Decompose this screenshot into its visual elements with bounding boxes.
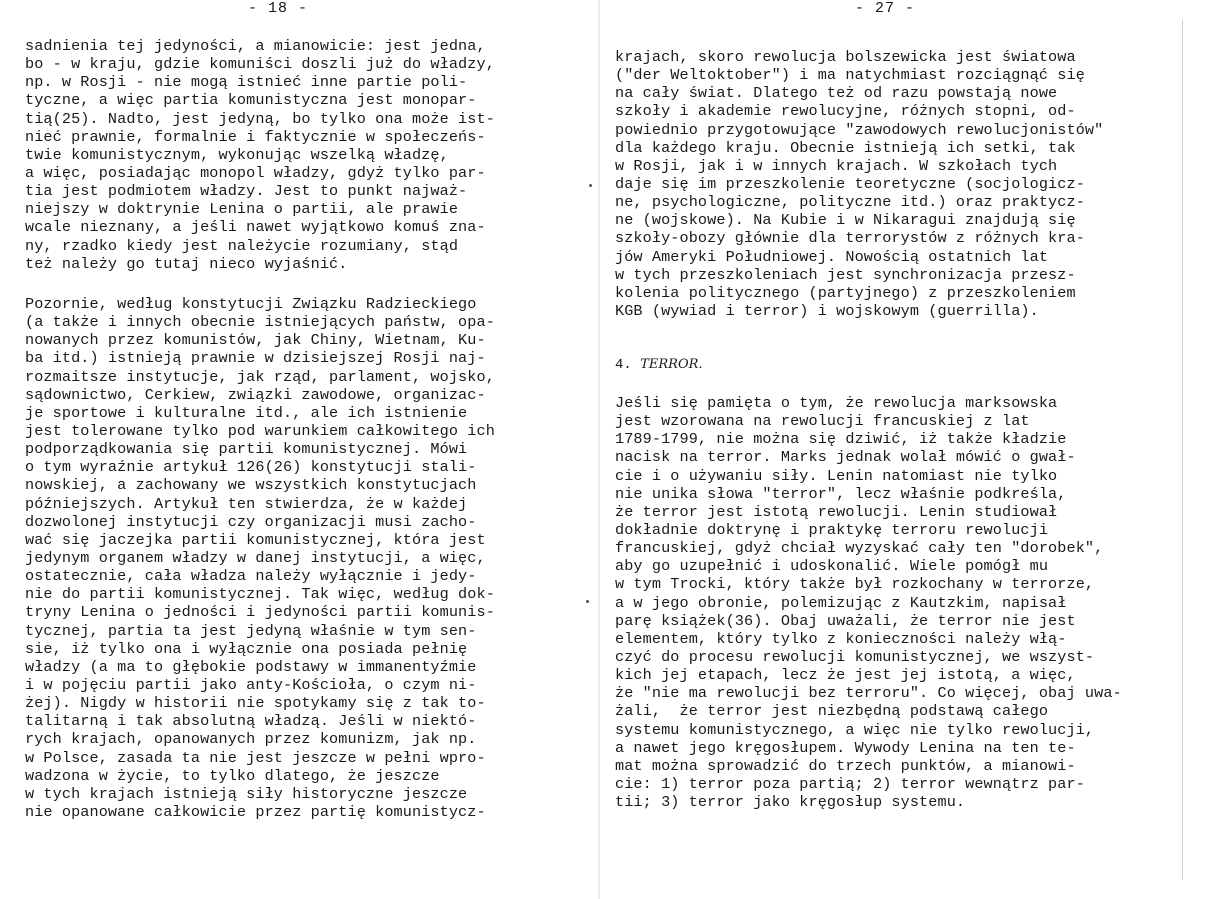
text-line: szkoły i akademie rewolucyjne, różnych stopni, od- bbox=[615, 102, 1076, 121]
text-line: tyczne, a więc partia komunistyczna jest monopar- bbox=[25, 91, 477, 110]
text-line: tią(25). Nadto, jest jedyną, bo tylko ona może ist- bbox=[25, 109, 495, 128]
text-line: jedynym organem władzy w danej instytucji, a więc, bbox=[25, 548, 486, 567]
margin-mark bbox=[589, 184, 592, 187]
text-line: w Polsce, zasada ta nie jest jeszcze w pełni wpro- bbox=[25, 748, 486, 767]
text-line: jest tolerowane tylko pod warunkiem całkowitego ich bbox=[25, 421, 495, 440]
text-line: na cały świat. Dlatego też od razu powstają nowe bbox=[615, 84, 1058, 103]
right-page bbox=[603, 0, 1203, 899]
text-line: KGB (wywiad i terror) i wojskowym (guerrilla). bbox=[615, 301, 1039, 320]
text-line: systemu komunistycznego, a więc nie tylko rewolucji, bbox=[615, 720, 1095, 739]
text-line: w tym Trocki, który także był rozkochany w terrorze, bbox=[615, 575, 1095, 594]
margin-mark bbox=[586, 600, 589, 603]
text-line: twie komunistycznym, wykonując wszelką władzę, bbox=[25, 145, 449, 164]
text-line: talitarną i tak absolutną władzą. Jeśli w niektó- bbox=[25, 712, 477, 731]
text-line: o tym wyraźnie artykuł 126(26) konstytucji stali- bbox=[25, 458, 477, 477]
text-line: francuskiej, gdyż chciał wyzyskać cały ten "dorobek", bbox=[615, 539, 1104, 558]
text-line: jest wzorowana na rewolucji francuskiej z lat bbox=[615, 412, 1030, 431]
text-line: że "nie ma rewolucji bez terroru". Co więcej, obaj uwa- bbox=[615, 684, 1122, 703]
text-line: krajach, skoro rewolucja bolszewicka jest światowa bbox=[615, 48, 1076, 66]
text-line: cie: 1) terror poza partią; 2) terror wewnątrz par- bbox=[615, 774, 1085, 793]
text-line: nacisk na terror. Marks jednak wolał mówić o gwał- bbox=[615, 448, 1076, 467]
section-title: TERROR. bbox=[640, 357, 703, 372]
text-line: podporządkowania się partii komunistycznej. Mówi bbox=[25, 440, 468, 459]
text-line: sie, iż tylko ona i wyłącznie ona posiada pełnię bbox=[25, 639, 468, 658]
text-line: czyć do procesu rewolucji komunistycznej, we wszyst- bbox=[615, 647, 1095, 666]
text-line: w Rosji, jak i w innych krajach. W szkołach tych bbox=[615, 156, 1058, 175]
text-line: wać się jaczejka partii komunistycznej, która jest bbox=[25, 530, 486, 549]
text-line: dozwolonej instytucji czy organizacji musi zacho- bbox=[25, 512, 477, 531]
text-line: rozmaitsze instytucje, jak rząd, parlament, wojsko, bbox=[25, 367, 495, 386]
text-line: że terror jest istotą rewolucji. Lenin studiował bbox=[615, 502, 1058, 521]
text-line: cie i o używaniu siły. Lenin natomiast nie tylko bbox=[615, 466, 1058, 485]
text-line: nie unika słowa "terror", lecz właśnie podkreśla, bbox=[615, 484, 1067, 503]
text-line: niejszy w doktrynie Lenina o partii, ale prawie bbox=[25, 200, 459, 219]
text-line: np. w Rosji - nie mogą istnieć inne partie poli- bbox=[25, 73, 468, 92]
text-line: Jeśli się pamięta o tym, że rewolucja marksowska bbox=[615, 394, 1058, 412]
text-line: ne (wojskowe). Na Kubie i w Nikaragui znajdują się bbox=[615, 211, 1076, 230]
text-line: je sportowe i kulturalne itd., ale ich istnienie bbox=[25, 403, 468, 422]
text-line: ny, rzadko kiedy jest należycie rozumiany, stąd bbox=[25, 236, 459, 255]
text-line: żej). Nigdy w historii nie spotykamy się z tak to- bbox=[25, 694, 486, 713]
text-line: dla każdego kraju. Obecnie istnieją ich setki, tak bbox=[615, 138, 1076, 157]
text-line: tia jest podmiotem władzy. Jest to punkt najważ- bbox=[25, 182, 468, 201]
text-line: a więc, posiadając monopol władzy, gdyż tylko par- bbox=[25, 163, 486, 182]
right-page-number: - 27 - bbox=[855, 0, 916, 17]
text-line: tycznej, partia ta jest jedyną właśnie w tym sen- bbox=[25, 621, 477, 640]
section-number: 4. bbox=[615, 357, 632, 373]
text-line: nie opanowane całkowicie przez partię komunistycz- bbox=[25, 802, 486, 821]
text-line: w tych przeszkoleniach jest synchronizacja przesz- bbox=[615, 265, 1076, 284]
text-line: sądownictwo, Cerkiew, związki zawodowe, organizac- bbox=[25, 385, 486, 404]
text-line: Pozornie, według konstytucji Związku Radzieckiego bbox=[25, 295, 477, 313]
text-line: (a także i innych obecnie istniejących państw, opa- bbox=[25, 313, 495, 332]
left-page bbox=[0, 0, 600, 899]
text-line: aby go uzupełnić i udoskonalić. Wiele pomógł mu bbox=[615, 557, 1049, 576]
right-paragraph-2 bbox=[615, 394, 1122, 811]
text-line: wadzona w życie, to tylko dlatego, że jeszcze bbox=[25, 766, 440, 785]
text-line: bo - w kraju, gdzie komuniści doszli już do władzy, bbox=[25, 55, 495, 74]
text-line: kolenia politycznego (partyjnego) z przeszkoleniem bbox=[615, 283, 1076, 302]
text-line: nie do partii komunistycznej. Tak więc, według dok- bbox=[25, 585, 495, 604]
text-line: ba itd.) istnieją prawnie w dzisiejszej Rosji naj- bbox=[25, 349, 486, 368]
text-line: parę książek(36). Obaj uważali, że terror nie jest bbox=[615, 611, 1076, 630]
text-line: i w pojęciu partii jako anty-Kościoła, o czym ni- bbox=[25, 675, 477, 694]
text-line: 1789-1799, nie można się dziwić, iż także kładzie bbox=[615, 430, 1067, 449]
text-line: ostatecznie, cała władza należy wyłącznie i jedy- bbox=[25, 567, 477, 586]
text-line: kich jej etapach, lecz że jest jej istotą, a więc, bbox=[615, 666, 1076, 685]
text-line: dokładnie doktrynę i praktykę terroru rewolucji bbox=[615, 520, 1049, 539]
page-edge-line bbox=[1182, 20, 1183, 880]
text-line: daje się im przeszkolenie teoretyczne (socjologicz- bbox=[615, 174, 1085, 193]
text-line: wcale nieznany, a jeśli nawet wyjątkowo komuś zna- bbox=[25, 218, 486, 237]
left-paragraph-1 bbox=[25, 37, 495, 273]
text-line: powiednio przygotowujące "zawodowych rewolucjonistów" bbox=[615, 120, 1104, 139]
text-line: mat można sprowadzić do trzech punktów, a mianowi- bbox=[615, 756, 1076, 775]
text-line: żali, że terror jest niezbędną podstawą całego bbox=[615, 702, 1049, 721]
text-line: późniejszych. Artykuł ten stwierdza, że w każdej bbox=[25, 494, 468, 513]
text-line: ("der Weltoktober") i ma natychmiast rozciągnąć się bbox=[615, 66, 1085, 85]
text-line: elementem, który tylko z konieczności należy włą- bbox=[615, 629, 1067, 648]
left-page-number: - 18 - bbox=[248, 0, 309, 17]
text-line: rych krajach, opanowanych przez komunizm, jak np. bbox=[25, 730, 477, 749]
text-line: tii; 3) terror jako kręgosłup systemu. bbox=[615, 793, 966, 812]
text-line: tryny Lenina o jedności i jedyności partii komunis- bbox=[25, 603, 495, 622]
section-heading bbox=[615, 357, 703, 373]
text-line: szkoły-obozy głównie dla terrorystów z różnych kra- bbox=[615, 229, 1085, 248]
text-line: sadnienia tej jedyności, a mianowicie: jest jedna, bbox=[25, 37, 486, 55]
text-line: nieć prawnie, formalnie i faktycznie w społeczeńs- bbox=[25, 127, 486, 146]
page-gutter bbox=[598, 0, 600, 899]
right-paragraph-1 bbox=[615, 48, 1103, 320]
text-line: władzy (a ma to głębokie podstawy w immanentyźmie bbox=[25, 657, 477, 676]
text-line: a w jego obronie, polemizując z Kautzkim, napisał bbox=[615, 593, 1067, 612]
text-line: ne, psychologiczne, polityczne itd.) oraz praktycz- bbox=[615, 193, 1085, 212]
text-line: nowanych przez komunistów, jak Chiny, Wietnam, Ku- bbox=[25, 331, 486, 350]
text-line: a nawet jego kręgosłupem. Wywody Lenina na ten te- bbox=[615, 738, 1076, 757]
text-line: nowskiej, a zachowany we wszystkich konstytucjach bbox=[25, 476, 477, 495]
left-paragraph-2 bbox=[25, 295, 495, 821]
text-line: jów Ameryki Południowej. Nowością ostatnich lat bbox=[615, 247, 1049, 266]
text-line: w tych krajach istnieją siły historyczne jeszcze bbox=[25, 784, 468, 803]
text-line: też należy go tutaj nieco wyjaśnić. bbox=[25, 254, 348, 273]
